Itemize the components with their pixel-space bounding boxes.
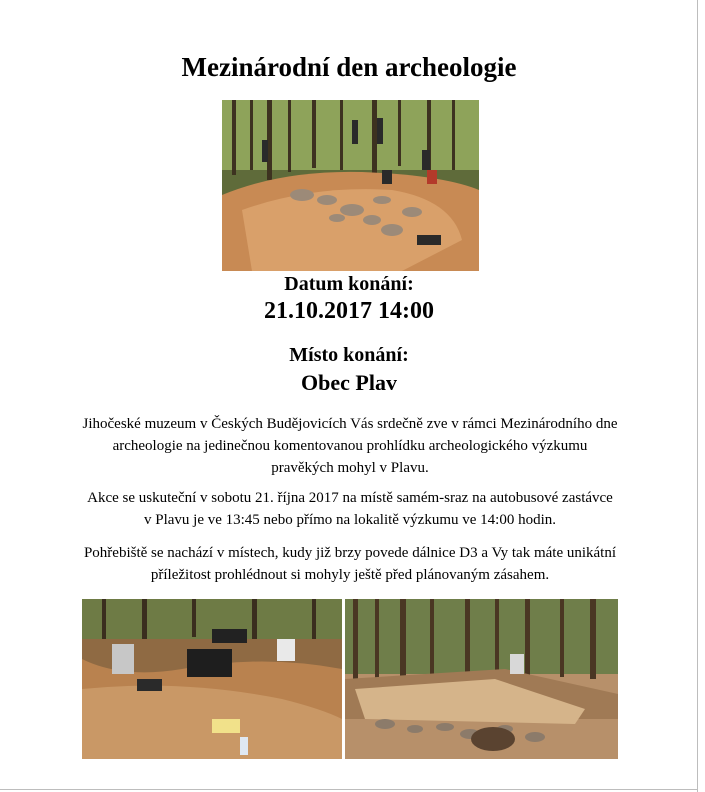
- place-heading: Místo konání:: [289, 344, 409, 366]
- date-heading: Datum konání:: [284, 273, 414, 295]
- paragraph-event-details: Akce se uskuteční v sobotu 21. října 2017 na místě samém-sraz na autobusové zastávce v Plavu je ve 13:45 nebo přímo na lokalitě výzkumu ve 14:00 hodin.: [87, 490, 613, 528]
- excavation-photo-top: [222, 100, 479, 271]
- paragraph-invitation: Jihočeské muzeum v Českých Budějovicích Vás srdečně zve v rámci Mezinárodního dne archeologie na jedinečnou komentovanou prohlídku archeologického výzkumu pravěkých mohyl v Plavu.: [82, 416, 618, 476]
- date-value: 21.10.2017 14:00: [264, 298, 434, 324]
- excavation-photo-bottom-left: [82, 599, 342, 759]
- document-title: Mezinárodní den archeologie: [181, 52, 517, 82]
- page-edge-bottom: [0, 789, 698, 790]
- place-value: Obec Plav: [301, 370, 397, 395]
- excavation-photo-bottom-right: [345, 599, 618, 759]
- page-edge-right: [697, 0, 698, 792]
- paragraph-site-info: Pohřebiště se nachází v místech, kudy již brzy povede dálnice D3 a Vy tak máte unikátní příležitost prohlédnout si mohyly ještě před plánovaným zásahem.: [83, 545, 617, 583]
